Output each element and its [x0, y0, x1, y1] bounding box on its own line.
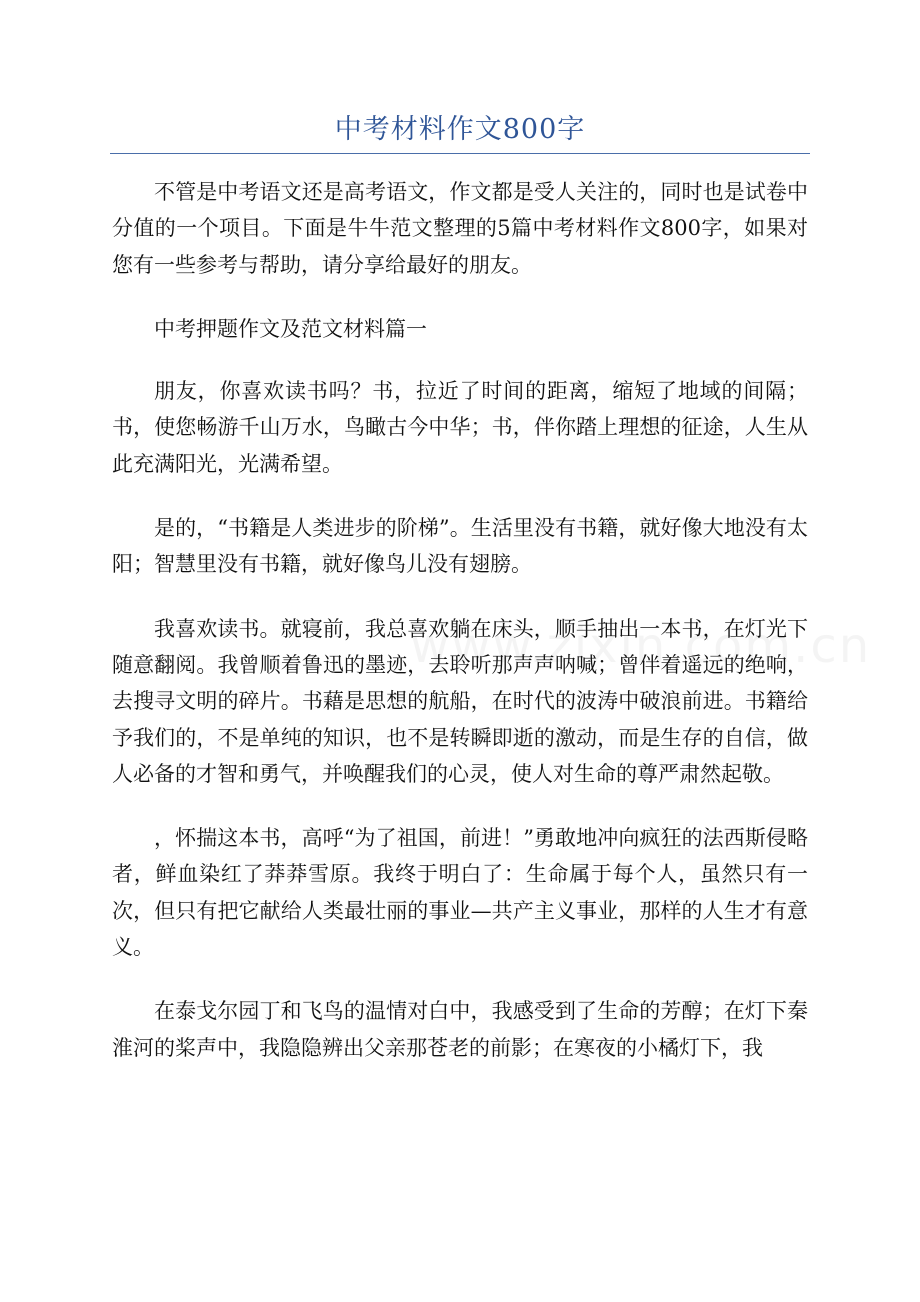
body-paragraph: 朋友，你喜欢读书吗？书，拉近了时间的距离，缩短了地域的间隔；书，使您畅游千山万水，鸟瞰古今中华；书，伴你踏上理想的征途，人生从此充满阳光，光满希望。 — [112, 379, 808, 476]
page-title: 中考材料作文800字 — [334, 114, 586, 145]
body-paragraph: 是的，“书籍是人类进步的阶梯”。生活里没有书籍，就好像大地没有太阳；智慧里没有书籍，就好像鸟儿没有翅膀。 — [112, 516, 808, 577]
body-paragraph: ，怀揣这本书，高呼“为了祖国，前进！”勇敢地冲向疯狂的法西斯侵略者，鲜血染红了莽莽雪原。我终于明白了：生命属于每个人，虽然只有一次，但只有把它献给人类最壮丽的事业—共产主义事业，那样的人生才有意义。 — [112, 826, 808, 960]
body-paragraph: 在泰戈尔园丁和飞鸟的温情对白中，我感受到了生命的芳醇；在灯下秦淮河的桨声中，我隐隐辨出父亲那苍老的前影；在寒夜的小橘灯下，我 — [112, 999, 808, 1060]
intro-paragraph: 不管是中考语文还是高考语文，作文都是受人关注的，同时也是试卷中分值的一个项目。下面是牛牛范文整理的5篇中考材料作文800字，如果对您有一些参考与帮助，请分享给最好的朋友。 — [112, 180, 808, 277]
title-divider — [110, 153, 810, 154]
body-paragraph: 我喜欢读书。就寝前，我总喜欢躺在床头，顺手抽出一本书，在灯光下随意翻阅。我曾顺着鲁迅的墨迹，去聆听那声声呐喊；曾伴着遥远的绝响，去搜寻文明的碎片。书藉是思想的航船，在时代的波涛中破浪前进。书籍给予我们的，不是单纯的知识，也不是转瞬即逝的激动，而是生存的自信，做人必备的才智和勇气，并唤醒我们的心灵，使人对生命的尊严肃然起敬。 — [112, 616, 808, 786]
document-body — [112, 174, 808, 1094]
section-heading: 中考押题作文及范文材料篇一 — [154, 316, 427, 341]
